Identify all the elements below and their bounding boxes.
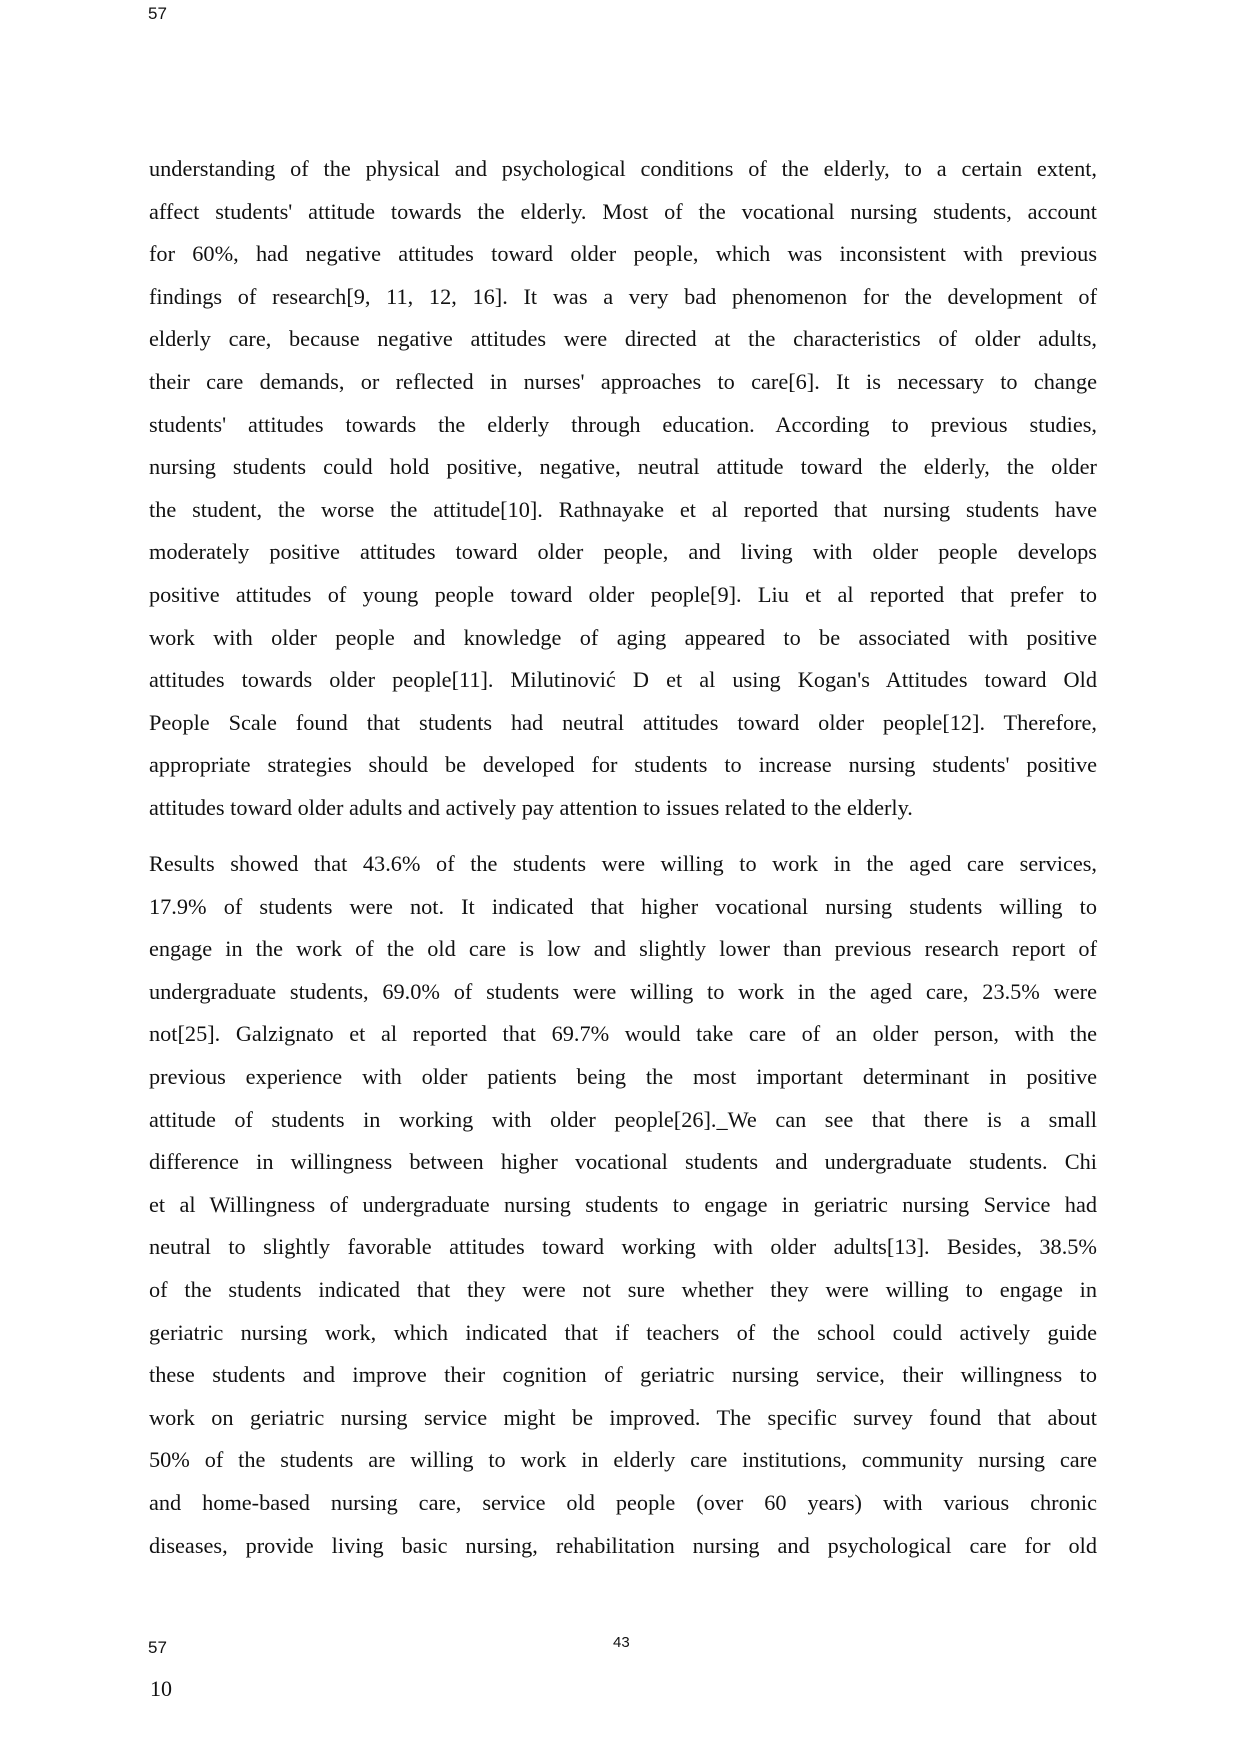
header-number: 57: [148, 4, 167, 23]
text-line: findings of research[9, 11, 12, 16]. It was a very bad phenomenon for the development of: [149, 283, 1097, 309]
text-line: positive attitudes of young people toward older people[9]. Liu et al reported that prefer to: [149, 581, 1097, 607]
text-line: attitudes towards older people[11]. Milutinović D et al using Kogan's Attitudes toward Old: [149, 667, 1097, 693]
text-line: the student, the worse the attitude[10]. Rathnayake et al reported that nursing students have: [149, 496, 1097, 522]
text-line: neutral to slightly favorable attitudes toward working with older adults[13]. Besides, 38.5%: [149, 1234, 1097, 1260]
text-line: undergraduate students, 69.0% of students were willing to work in the aged care, 23.5% were: [149, 978, 1097, 1004]
text-line: work with older people and knowledge of aging appeared to be associated with positive: [149, 624, 1097, 650]
page-number: 10: [150, 1676, 172, 1701]
text-line: not[25]. Galzignato et al reported that 69.7% would take care of an older person, with the: [149, 1021, 1097, 1047]
text-line: People Scale found that students had neutral attitudes toward older people[12]. Therefore,: [149, 709, 1097, 735]
text-line: attitudes toward older adults and actively pay attention to issues related to the elderly.: [149, 794, 913, 820]
text-line: affect students' attitude towards the elderly. Most of the vocational nursing students, account: [149, 198, 1097, 224]
text-line: previous experience with older patients being the most important determinant in positive: [149, 1063, 1097, 1089]
text-line: elderly care, because negative attitudes were directed at the characteristics of older adults,: [149, 326, 1097, 352]
text-line: these students and improve their cognition of geriatric nursing service, their willingness to: [149, 1362, 1097, 1388]
text-line: geriatric nursing work, which indicated that if teachers of the school could actively guide: [149, 1319, 1097, 1345]
footer-left-number: 57: [148, 1638, 167, 1657]
text-line: moderately positive attitudes toward older people, and living with older people develops: [149, 539, 1097, 565]
paragraph-results: [149, 843, 1097, 1567]
text-line: engage in the work of the old care is low and slightly lower than previous research report of: [149, 936, 1097, 962]
text-line: 50% of the students are willing to work in elderly care institutions, community nursing care: [149, 1447, 1097, 1473]
text-line: nursing students could hold positive, negative, neutral attitude toward the elderly, the older: [149, 454, 1097, 480]
text-line: of the students indicated that they were not sure whether they were willing to engage in: [149, 1276, 1097, 1302]
text-line: and home-based nursing care, service old people (over 60 years) with various chronic: [149, 1489, 1097, 1515]
text-line: students' attitudes towards the elderly through education. According to previous studies,: [149, 411, 1097, 437]
text-line: diseases, provide living basic nursing, rehabilitation nursing and psychological care for old: [149, 1532, 1097, 1558]
text-line: for 60%, had negative attitudes toward older people, which was inconsistent with previous: [149, 241, 1097, 267]
text-line: difference in willingness between higher vocational students and undergraduate students. Chi: [149, 1149, 1097, 1175]
text-line: 17.9% of students were not. It indicated that higher vocational nursing students willing to: [149, 893, 1097, 919]
paragraph-attitudes: [149, 148, 1097, 830]
text-line: appropriate strategies should be developed for students to increase nursing students' positive: [149, 752, 1097, 778]
text-line: attitude of students in working with older people[26]._We can see that there is a small: [149, 1106, 1097, 1132]
text-line: Results showed that 43.6% of the students were willing to work in the aged care services,: [149, 851, 1097, 876]
text-line: et al Willingness of undergraduate nursing students to engage in geriatric nursing Service had: [149, 1191, 1097, 1217]
text-line: work on geriatric nursing service might be improved. The specific survey found that about: [149, 1404, 1097, 1430]
text-line: understanding of the physical and psychological conditions of the elderly, to a certain extent,: [149, 156, 1097, 181]
text-line: their care demands, or reflected in nurses' approaches to care[6]. It is necessary to change: [149, 368, 1097, 394]
footer-center-page-number: 43: [613, 1634, 630, 1651]
